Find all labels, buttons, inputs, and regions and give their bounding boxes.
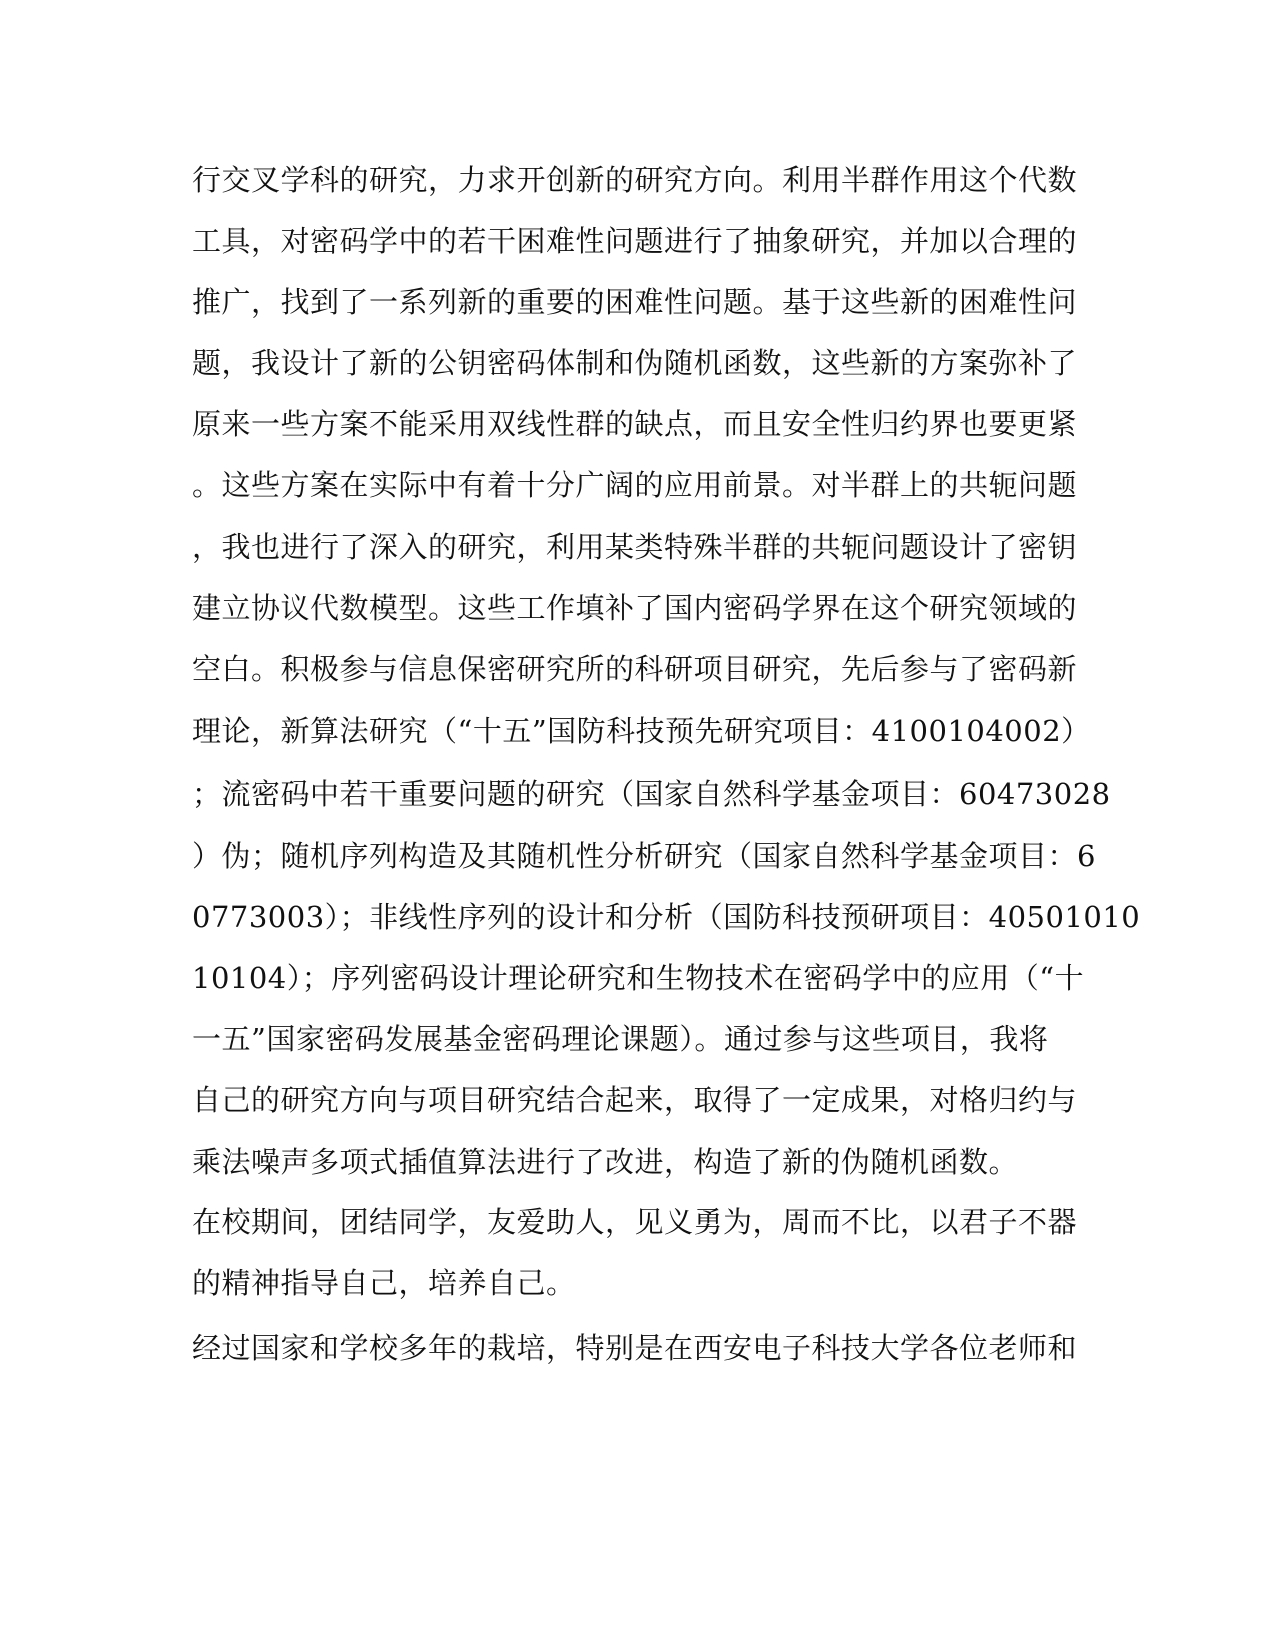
text-line: 乘法噪声多项式插值算法进行了改进，构造了新的伪随机函数。 [192, 1145, 1019, 1179]
text-line: ）伪；随机序列构造及其随机性分析研究（国家自然科学基金项目：6 [192, 839, 1096, 873]
text-line: 经过国家和学校多年的栽培，特别是在西安电子科技大学各位老师和 [192, 1331, 1078, 1365]
text-line: 推广，找到了一系列新的重要的困难性问题。基于这些新的困难性问 [192, 285, 1078, 319]
text-line: 建立协议代数模型。这些工作填补了国内密码学界在这个研究领域的 [192, 591, 1078, 625]
text-line: 题，我设计了新的公钥密码体制和伪随机函数，这些新的方案弥补了 [192, 346, 1078, 380]
text-line: 行交叉学科的研究，力求开创新的研究方向。利用半群作用这个代数 [192, 163, 1078, 197]
text-line: 空白。积极参与信息保密研究所的科研项目研究，先后参与了密码新 [192, 652, 1078, 686]
text-line: 工具，对密码学中的若干困难性问题进行了抽象研究，并加以合理的 [192, 224, 1078, 258]
text-line: 10104）；序列密码设计理论研究和生物技术在密码学中的应用（“十 [192, 961, 1085, 995]
text-line: ，我也进行了深入的研究，利用某类特殊半群的共轭问题设计了密钥 [192, 530, 1078, 564]
text-line: 的精神指导自己，培养自己。 [192, 1266, 576, 1300]
text-line: 一五”国家密码发展基金密码理论课题）。通过参与这些项目，我将 [192, 1022, 1049, 1056]
text-line: ；流密码中若干重要问题的研究（国家自然科学基金项目：60473028 [192, 777, 1111, 811]
text-line: 。这些方案在实际中有着十分广阔的应用前景。对半群上的共轭问题 [192, 468, 1078, 502]
text-line: 理论，新算法研究（“十五”国防科技预先研究项目：4100104002） [192, 714, 1091, 748]
text-line: 0773003）；非线性序列的设计和分析（国防科技预研项目：40501010 [192, 900, 1141, 934]
text-line: 自己的研究方向与项目研究结合起来，取得了一定成果，对格归约与 [192, 1083, 1078, 1117]
text-line: 原来一些方案不能采用双线性群的缺点，而且安全性归约界也要更紧 [192, 407, 1078, 441]
text-line: 在校期间，团结同学，友爱助人，见义勇为，周而不比，以君子不器 [192, 1205, 1078, 1239]
